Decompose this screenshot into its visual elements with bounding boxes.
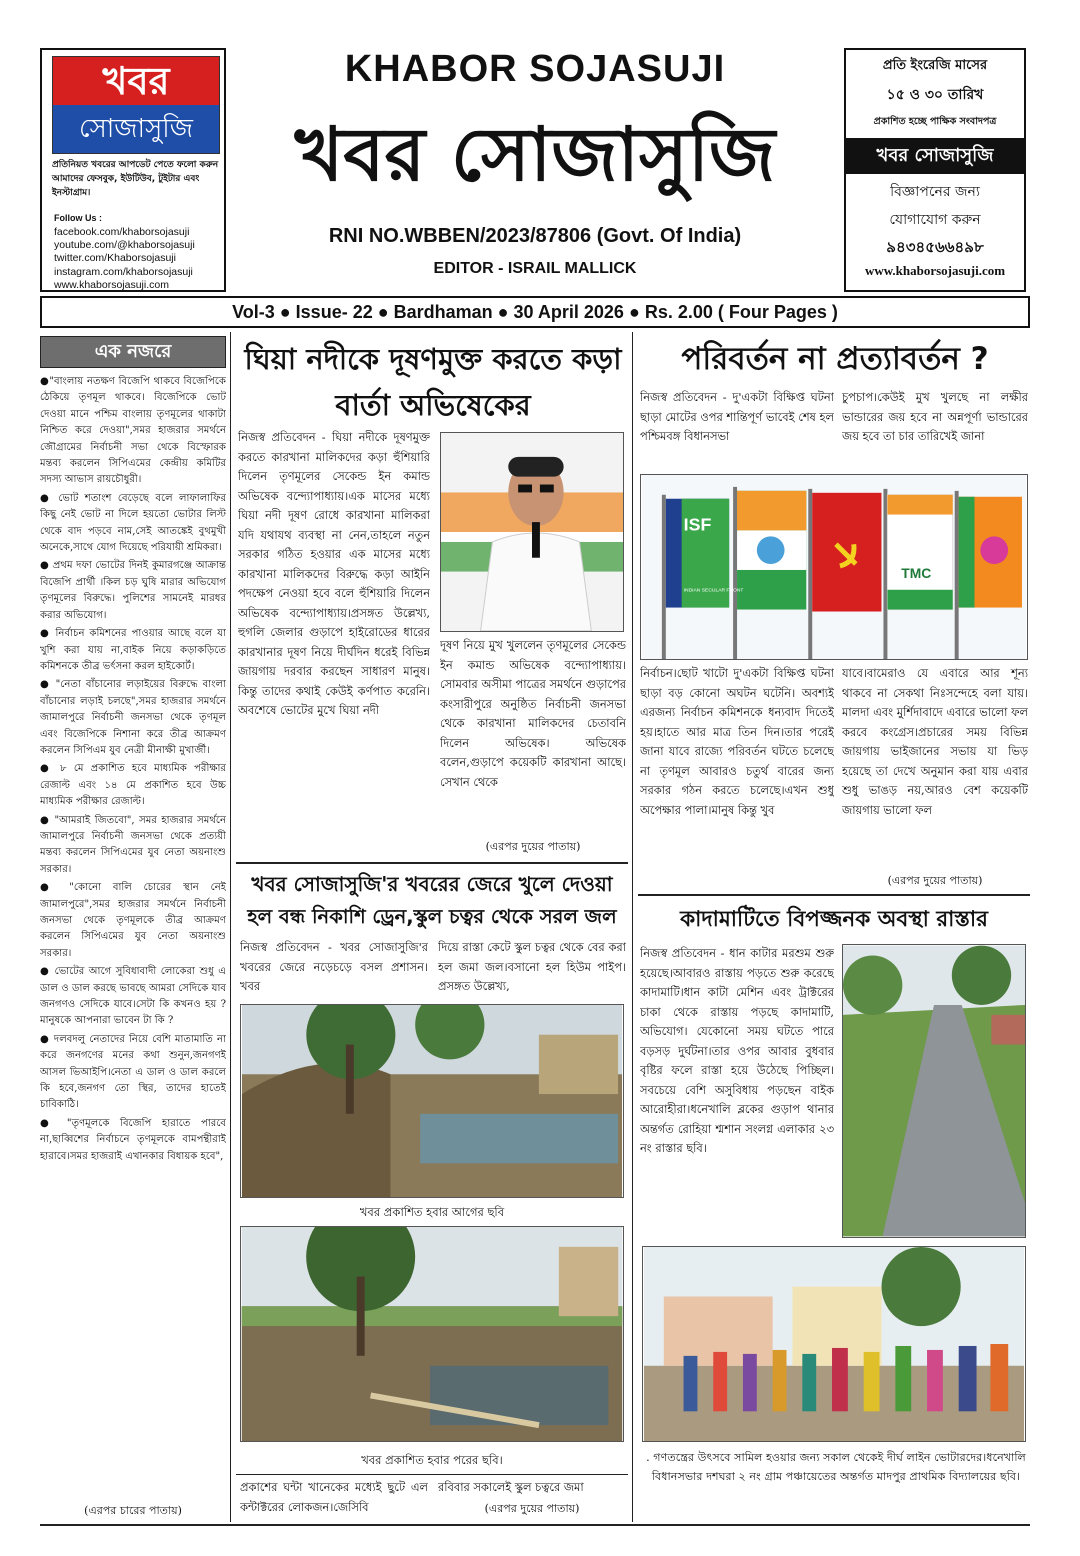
facebook-link[interactable]: facebook.com/khaborsojasuji <box>54 226 190 238</box>
left-column <box>40 336 226 1522</box>
issue: Issue- 22 <box>295 302 373 322</box>
story3-headline-2: হল বন্ধ নিকাশি ড্রেন,স্কুল চত্বর থেকে সরল জল <box>247 905 617 928</box>
promo-text: প্রতিনিয়ত খবরের আপডেট পেতে ফলো করুন আমাদের ফেসবুক, ইউটিউব, টুইটার এবং ইনস্টাগ্রাম। <box>52 160 219 198</box>
story-divider-mid <box>236 862 628 864</box>
ad-line1: বিজ্ঞাপনের জন্য <box>890 184 980 200</box>
tmc-flag-text: TMC <box>901 564 932 581</box>
voters-caption: . গণতন্ত্রের উৎসবে সামিল হওয়ার জন্য সকাল থেকেই দীর্ঘ লাইন ভোটারদের।ধনেখালি বিধানসভার দশঘরা ২ নং গ্রাম পঞ্চায়েতের অন্তর্গত মাদপুর প্রাথমিক বিদ্যালয়ের ছবি। <box>646 1451 1026 1483</box>
story3-body-right: দিয়ে রাস্তা কেটে স্কুল চত্বর থেকে বের করা হল জমা জল।বসানো হল হিউম পাইপ।প্রসঙ্গত উল্লেখ্য, <box>438 940 626 993</box>
publish-line3: প্রকাশিত হচ্ছে পাক্ষিক সংবাদপত্র <box>873 116 997 127</box>
masthead <box>40 48 1040 294</box>
sep-dot-3: ● <box>497 302 514 322</box>
editor-line: EDITOR - ISRAIL MALLICK <box>433 260 637 277</box>
social-links <box>54 226 226 292</box>
title-en: KHABOR SOJASUJI <box>344 48 726 90</box>
list-item: ●"বাংলায় নতক্ষণ বিজেপি থাকবে বিজেপিকে ঠেকিয়ে তৃণমূল থাকবে। বিজেপিকে ভোট দেওয়া মানে পশ্চিম বাংলায় তৃণমূলের থাকাটা নিশ্চিত করে দেওয়া",সমর হাজরার সমর্থনে জৌগ্রামের নির্বাচনী সভা থেকে বিস্ফোরক মন্তব্য করলেন সিপিএমের কেন্দ্রীয় কমিটির সদস্য আভাস রায়চৌধুরী। <box>40 376 226 486</box>
publish-line2: ১৫ ও ৩০ তারিখ <box>886 87 984 103</box>
place: Bardhaman <box>393 302 493 322</box>
phone-number[interactable]: ৯৪৩৪৫৬৬৪৯৮ <box>886 238 984 256</box>
list-item: ● "তৃণমূলকে বিজেপি হারাতে পারবে না,ছাব্বিশের নির্বাচনে তৃণমূলকে বামপন্থীরাই হারাবে।সমর হাজরাই এখানকার বিধায়ক হবে", <box>40 1117 226 1162</box>
story2-headline: পরিবর্তন না প্রত্যাবর্তন ? <box>681 341 989 377</box>
date: 30 April 2026 <box>513 302 624 322</box>
at-a-glance-header: এক নজরে <box>40 336 226 368</box>
school-before-photo <box>241 1005 623 1197</box>
bottom-rule <box>40 1524 1030 1526</box>
road-image <box>843 945 1025 1237</box>
story2-body-top-right: চুপচাপ।কেউই মুখ খুলছে না লক্ষীর ভান্ডারের জয় হবে না অন্নপূর্ণা ভান্ডারের জয় হবে তা চার তারিখেই জানা <box>842 390 1028 443</box>
story1-body-left: নিজস্ব প্রতিবেদন - ঘিয়া নদীকে দূষণমুক্ত করতে কারখানা মালিকদের কড়া হুঁশিয়ারি দিলেন তৃণমূলের সেকেন্ড ইন কমান্ড অভিষেক বন্দ্যোপাধ্যায়।এক মাসের মধ্যে ঘিয়া নদী দূষণ রোধে কারখানা মালিকরা যদি যথাযথ ব্যবস্থা না নেন,তাহলে নতুন সরকার গঠিত হওয়ার এক মাসের মধ্যে কারখানা মালিকদের বিরুদ্ধে কড়া আইনি পদক্ষেপ নেওয়া হবে বলে হুঁশিয়ারি দিলেন অভিষেক বন্দ্যোপাধ্যায়।প্রসঙ্গত উল্লেখ্য, হুগলি জেলার গুড়াপে হাইরোডের ধারের কারখানার দূষণ নিয়ে দীর্ঘদিন ধরেই বিভিন্ন জায়গায় দরবার করছেন সাধারণ মানুষ।কিন্তু তাদের কথাই কেউই কর্ণপাত করেনি। অবশেষে ভোটের মুখে ঘিয়া নদী <box>238 430 430 717</box>
story3-headline-1: খবর সোজাসুজি'র খবরের জেরে খুলে দেওয়া <box>251 872 613 896</box>
instagram-link[interactable]: instagram.com/khaborsojasuji <box>54 265 193 278</box>
sep-dot-1: ● <box>279 302 296 322</box>
list-item: ● "নেতা বাঁচানোর লড়াইয়ের বিরুদ্ধে বাংলা বাঁচানোর লড়াই চলছে",সমর হাজরার সমর্থনে জামালপুরে নির্বাচনী জনসভা থেকে তৃণমূল এবং বিজেপিকে নিশানা করে তীব্র আক্রমণ করলেন সিপিএম যুব নেত্রী মীনাক্ষী মুখার্জী। <box>40 679 226 756</box>
meta-bar <box>40 296 1030 328</box>
price: Rs. 2.00 ( Four Pages ) <box>644 302 838 322</box>
rni-number: RNI NO.WBBEN/2023/87806 (Govt. Of India) <box>328 225 742 247</box>
story2-body-bottom-left: নির্বাচন।ছোট খাটো দু'একটা বিক্ষিপ্ত ঘটনা ছাড়া বড় কোনো অঘটন ঘটেনি। অবশ্যই এরজন্য নির্বাচন কমিশনকে ধন্যবাদ দিতেই হয়।হাতে আর মাত্র তিন দিন।তার পরেই জানা যাবে রাজ্যে পরিবর্তন ঘটতে চলেছে না তৃণমূল আবারও চতুর্থ বারের জন্য সরকার গঠন করতে চলেছে।এখন শুধু অপেক্ষার পালা।মানুষ কিন্তু খুব <box>640 666 834 817</box>
story-divider-right <box>638 894 1030 896</box>
story1-body-right: দূষণ নিয়ে মুখ খুললেন তৃণমূলের সেকেন্ড ইন কমান্ড অভিষেক বন্দ্যোপাধ্যায়। সোমবার অসীমা পাত্রের সমর্থনে গুড়াপের কংসারীপুরে অনুষ্ঠিত নির্বাচনী জনসভা থেকে কারখানা মালিকদের চেতাবনি দিলেন অভিষেক। অভিষেক বলেন,গুড়াপে কয়েকটি কারখানা আছে। সেখান থেকে <box>440 638 626 789</box>
list-item: ● নির্বাচন কমিশনের পাওয়ার আছে বলে যা খুশি করা যায় না,বাইক নিয়ে কড়াকড়িতে কমিশনকে তীব্র ভর্ৎসনা করল হাইকোর্ট। <box>40 628 226 672</box>
column-rule-2 <box>632 332 633 1522</box>
website-url[interactable]: www.khaborsojasuji.com <box>864 263 1006 278</box>
story3-bottom-left: প্রকাশের ঘন্টা খানেকের মধ্যেই ছুটে এল কন্টাক্টরের লোকজন।জেসিবি <box>240 1480 428 1514</box>
story2-body-bottom-right: যাবে।বামেরাও যে এবারে আর শূন্য থাকবে না সেকথা নিঃসন্দেহে বলা যায়।মালদা এবং মুর্শিদাবাদে এবারে ভালো ফল করবে কংগ্রেস।প্রচারের সময় বিভিন্ন জায়গায় ভাইজানের সভায় যা ভিড় হয়েছে তা দেখে অনুমান করা যায় এবার শুধু ভাঙড় নয়,আরও বেশ কয়েকটি জায়গায় ভালো ফল <box>842 666 1028 817</box>
twitter-link[interactable]: twitter.com/Khaborsojasuji <box>54 252 176 265</box>
story4-headline: কাদামাটিতে বিপজ্জনক অবস্থা রাস্তার <box>680 907 988 932</box>
story3-continued: (এরপর দুয়ের পাতায়) <box>484 1502 580 1515</box>
list-item: ● "আমরাই জিতবো", সমর হাজরার সমর্থনে জামালপুরে নির্বাচনী জনসভা থেকে প্রত্যয়ী মন্তব্য করলেন সিপিএমের যুব নেতা অয়নাংশু সরকার। <box>40 814 226 875</box>
story3-bottom-right: রবিবার সকালেই স্কুল চত্বরে জমা <box>438 1480 584 1494</box>
voters-image <box>643 1247 1025 1441</box>
left-continued: (এরপর চারের পাতায়) <box>84 1504 182 1517</box>
story2-body-top-left: নিজস্ব প্রতিবেদন - দু'একটা বিক্ষিপ্ত ঘটনা ছাড়া মোটের ওপর শান্তিপূর্ণ ভাবেই শেষ হল পশ্চিমবঙ্গ বিধানসভা <box>640 390 834 443</box>
column-rule-1 <box>230 332 231 1522</box>
list-item: ● "কোনো বালি চোরের স্থান নেই জামালপুরে",সমর হাজরার সমর্থনে নির্বাচনী জনসভা থেকে তৃণমূলকে তীব্র আক্রমণ করলেন সিপিএমের যুব নেতা অয়নাংশু সরকার। <box>40 882 226 959</box>
logo-red-block: খবর <box>53 57 219 105</box>
sep-dot-2: ● <box>377 302 394 322</box>
publish-line1: প্রতি ইংরেজি মাসের <box>882 58 988 73</box>
follow-label: Follow Us : <box>54 213 102 223</box>
isf-flag-text: ISF <box>683 514 712 535</box>
story4-body: নিজস্ব প্রতিবেদন - ধান কাটার মরশুম শুরু হয়েছে।আবারও রাস্তায় পড়তে শুরু করেছে কাদামাটি।ধান কাটা মেশিন এবং ট্রাক্টরের চাকা থেকে রাস্তায় পড়ছে কাদামাটি, অভিযোগ। যেকোনো সময় ঘটতে পারে বড়সড় দুর্ঘটনা।তার ওপর আবার বুধবার বৃষ্টির ফলে রাস্তা হয়ে উঠেছে পিচ্ছিল। সবচেয়ে বেশি অসুবিধায় পড়ছেন বাইক আরোহীরা।ধনেখালি ব্লকের গুড়াপ থানার অন্তর্গত রোহিয়া শ্মশান সংলগ্ন এলাকার ২৩ নং রাস্তার ছবি। <box>640 946 834 1155</box>
list-item: ● দলবদলু নেতাদের নিয়ে বেশি মাতামাতি না করে জনগণের মনের কথা শুনুন,জনগণই আসল ভিআইপি।নেতা এ ডাল ও ডাল করলে কি হবে,জনগণ তো স্থির, তাদের হাতেই চাবিকাঠি। <box>40 1033 226 1111</box>
youtube-link[interactable]: youtube.com/@khaborsojasuji <box>54 239 195 252</box>
story3-photo-before <box>240 1004 624 1198</box>
website-link[interactable]: www.khaborsojasuji.com <box>54 278 169 291</box>
sep-dot-4: ● <box>628 302 645 322</box>
story2-continued: (এরপর দুয়ের পাতায়) <box>887 874 983 887</box>
story3-photo-after <box>240 1226 624 1442</box>
party-flags-photo <box>640 474 1028 660</box>
party-flags-image <box>641 475 1027 659</box>
story3-body-left: নিজস্ব প্রতিবেদন - খবর সোজাসুজি'র খবরের জেরে নড়েচড়ে বসল প্রশাসন।খবর <box>240 940 428 993</box>
caption-after: খবর প্রকাশিত হবার পরের ছবি। <box>361 1453 503 1467</box>
volume: Vol-3 <box>232 302 275 322</box>
story3-bottom-divider <box>236 1474 628 1475</box>
story1-photo <box>440 432 624 632</box>
isf-subtitle-text: INDIAN SECULAR FRONT <box>683 588 744 594</box>
story1-continued: (এরপর দুয়ের পাতায়) <box>485 840 581 853</box>
ad-line2: যোগাযোগ করুন <box>889 212 981 228</box>
brief-list <box>40 374 226 1165</box>
list-item: ● ৮ মে প্রকাশিত হবে মাধ্যমিক পরীক্ষার রেজাল্ট এবং ১৪ মে প্রকাশিত হবে উচ্চ মাধ্যমিক পরীক্ষার রেজাল্ট। <box>40 763 226 808</box>
list-item: ● ভোট শতাংশ বেড়েছে বলে লাফালাফির কিছু নেই ভোট না দিলে হয়তো ভোটার লিস্ট থেকে বাদ পড়বে নাম,সেই আতঙ্কেই বুথমুখী অনেকে,সাথে যোগ দিয়েছে পরিযায়ী শ্রমিকরা। <box>40 492 226 554</box>
list-item: ● ভোটের আগে সুবিধাবাদী লোকেরা শুধু এ ডাল ও ডাল করছে ভাবছে আমরা সেদিকে যাব জনগণও সেদিকে যাবে।সেটা কি কখনও হয় ? মানুষকে আপনারা ভাবেন টা কি ? <box>40 966 226 1027</box>
list-item: ● প্রথম দফা ভোটের দিনই কুমারগঞ্জে আক্রান্ত বিজেপি প্রার্থী ।কিল চড় ঘুষি মারার অভিযোগ তৃণমূলের বিরুদ্ধে। পুলিশের সামনেই মারধর করার অভিযোগ। <box>40 560 226 621</box>
caption-before: খবর প্রকাশিত হবার আগের ছবি <box>359 1205 505 1219</box>
logo-blue-block: সোজাসুজি <box>53 105 219 153</box>
logo-box <box>40 48 226 292</box>
banner-black: খবর সোজাসুজি <box>846 138 1024 174</box>
muddy-road-photo <box>842 944 1026 1238</box>
brand-logo <box>52 56 220 154</box>
voters-queue-photo <box>642 1246 1026 1442</box>
info-box <box>844 48 1026 292</box>
story1-headline: ঘিয়া নদীকে দূষণমুক্ত করতে কড়া বার্তা অভিষেকের <box>244 342 622 422</box>
title-bn: খবর সোজাসুজি <box>294 112 776 198</box>
school-after-photo <box>241 1227 623 1441</box>
speaker-photo <box>441 433 623 631</box>
